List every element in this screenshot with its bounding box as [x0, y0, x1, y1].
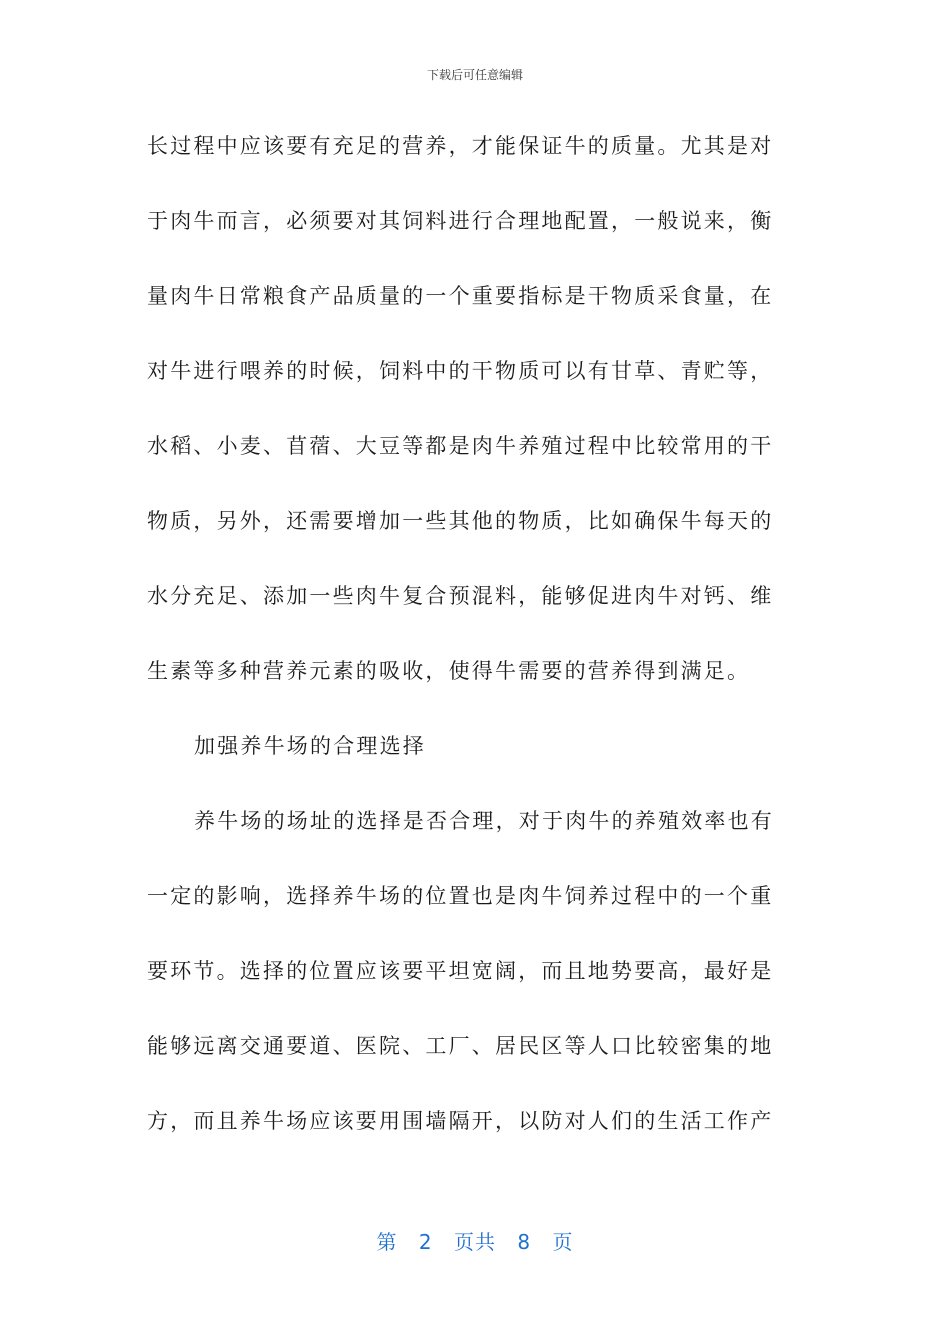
paragraph-line: 量肉牛日常粮食产品质量的一个重要指标是干物质采食量，在	[147, 284, 774, 308]
paragraph-line: 方，而且养牛场应该要用围墙隔开，以防对人们的生活工作产	[147, 1109, 774, 1133]
paragraph-line: 生素等多种营养元素的吸收，使得牛需要的营养得到满足。	[147, 659, 751, 683]
document-body	[147, 128, 807, 1178]
paragraph-line: 于肉牛而言，必须要对其饲料进行合理地配置，一般说来，衡	[147, 209, 774, 233]
paragraph-line: 一定的影响，选择养牛场的位置也是肉牛饲养过程中的一个重	[147, 884, 774, 908]
page-footer	[0, 1226, 950, 1255]
footer-middle: 页共	[454, 1230, 496, 1254]
paragraph-line: 物质，另外，还需要增加一些其他的物质，比如确保牛每天的	[147, 509, 774, 533]
section-heading: 加强养牛场的合理选择	[194, 734, 426, 758]
paragraph-line: 水分充足、添加一些肉牛复合预混料，能够促进肉牛对钙、维	[147, 584, 774, 608]
paragraph-line: 要环节。选择的位置应该要平坦宽阔，而且地势要高，最好是	[147, 959, 774, 983]
footer-suffix: 页	[552, 1230, 574, 1254]
header-note: 下载后可任意编辑	[426, 68, 523, 82]
total-pages-number: 8	[517, 1230, 532, 1254]
paragraph-line: 长过程中应该要有充足的营养，才能保证牛的质量。尤其是对	[147, 134, 774, 158]
paragraph-line: 能够远离交通要道、医院、工厂、居民区等人口比较密集的地	[147, 1034, 774, 1058]
footer-prefix: 第	[376, 1230, 398, 1254]
paragraph-line: 对牛进行喂养的时候，饲料中的干物质可以有甘草、青贮等，	[147, 359, 774, 383]
paragraph-line: 水稻、小麦、苜蓿、大豆等都是肉牛养殖过程中比较常用的干	[147, 434, 774, 458]
current-page-number: 2	[418, 1230, 433, 1254]
paragraph-line: 养牛场的场址的选择是否合理，对于肉牛的养殖效率也有	[194, 809, 774, 833]
